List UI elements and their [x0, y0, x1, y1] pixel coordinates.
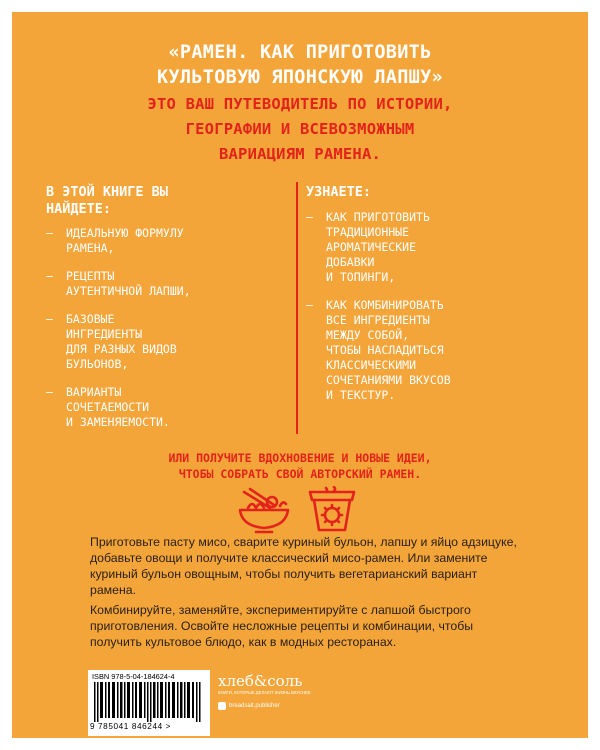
barcode-icon [94, 682, 204, 722]
list-item: – ВАРИАНТЫ СОЧЕТАЕМОСТИ И ЗАМЕНЯЕМОСТИ. [46, 385, 170, 429]
publisher-name: хлеб&соль [218, 672, 303, 690]
social-media-icon [218, 702, 226, 710]
instant-noodle-cup-icon [310, 487, 354, 530]
illustration-icons [230, 486, 370, 538]
isbn-label: ISBN 978-5-04-184624-4 [92, 672, 175, 681]
ramen-bowl-icon [240, 489, 288, 532]
left-bullet-list [46, 226, 282, 443]
isbn-barcode [88, 670, 210, 736]
tagline: ИЛИ ПОЛУЧИТЕ ВДОХНОВЕНИЕ И НОВЫЕ ИДЕИ, ЧТОБЫ СОБРАТЬ СВОЙ АВТОРСКИЙ РАМЕН. [168, 451, 432, 481]
headline-title: «РАМЕН. КАК ПРИГОТОВИТЬ КУЛЬТОВУЮ ЯПОНСКУЮ ЛАПШУ» [157, 42, 443, 88]
list-item: – КАК ПРИГОТОВИТЬ ТРАДИЦИОННЫЕ АРОМАТИЧЕСКИЕ ДОБАВКИ И ТОПИНГИ, [306, 210, 430, 284]
publisher-social: breadsalt.publisher [218, 702, 280, 710]
description-paragraph-1: Приготовьте пасту мисо, сварите куриный бульон, лапшу и яйцо адзицуке, добавьте овощи и получите классический мисо-рамен. Или замените куриный бульон овощным, чтобы получить вегетарианский вариант рамена. [90, 535, 517, 597]
list-item: – БАЗОВЫЕ ИНГРЕДИЕНТЫ ДЛЯ РАЗНЫХ ВИДОВ БУЛЬОНОВ, [46, 312, 177, 371]
right-column-heading: УЗНАЕТЕ: [306, 184, 372, 200]
list-item: – РЕЦЕПТЫ АУТЕНТИЧНОЙ ЛАПШИ, [46, 269, 191, 298]
right-bullet-list [306, 210, 556, 416]
description-paragraph-2: Комбинируйте, заменяйте, экспериментируйте с лапшой быстрого приготовления. Освойте несложные рецепты и комбинации, чтобы получить культовое блюдо, как в модных ресторанах. [90, 603, 474, 649]
list-item: – КАК КОМБИНИРОВАТЬ ВСЕ ИНГРЕДИЕНТЫ МЕЖДУ СОБОЙ, ЧТОБЫ НАСЛАДИТЬСЯ КЛАССИЧЕСКИМИ СОЧЕТАНИЯМИ ВКУСОВ И ТЕКСТУР. [306, 298, 451, 402]
headline-subtitle: ЭТО ВАШ ПУТЕВОДИТЕЛЬ ПО ИСТОРИИ, ГЕОГРАФИИ И ВСЕВОЗМОЖНЫМ ВАРИАЦИЯМ РАМЕНА. [147, 95, 453, 163]
publisher-tagline: КНИГИ, КОТОРЫЕ ДЕЛАЮТ ЖИЗНЬ ВКУСНЕЕ [218, 690, 311, 695]
column-divider [296, 182, 298, 434]
publisher-logo [218, 672, 358, 696]
barcode-number: 9 785041 846244 > [90, 722, 172, 731]
left-column-heading: В ЭТОЙ КНИГЕ ВЫ НАЙДЕТЕ: [46, 184, 168, 217]
book-back-cover [12, 12, 588, 738]
list-item: – ИДЕАЛЬНУЮ ФОРМУЛУ РАМЕНА, [46, 226, 184, 255]
